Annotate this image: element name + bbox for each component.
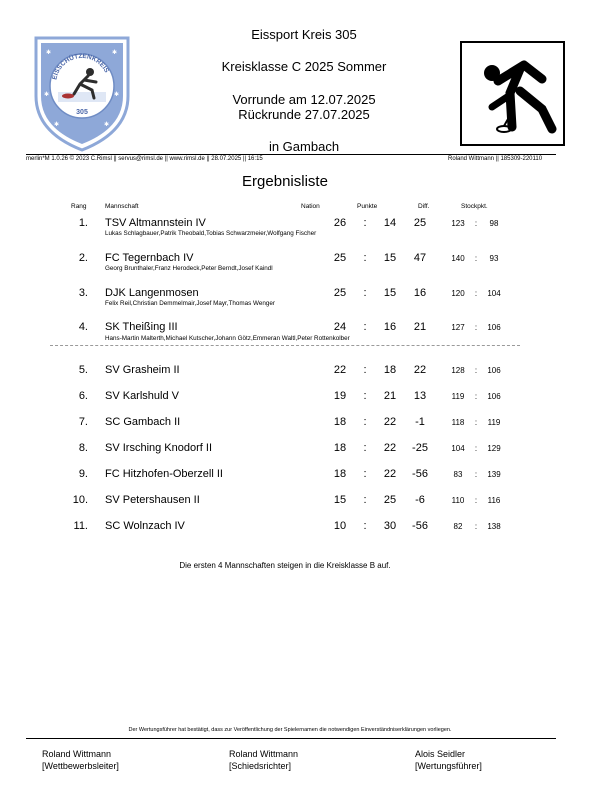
signature-role: [Wettbewerbsleiter] <box>42 761 119 771</box>
row-members: Georg Brunthaler,Franz Herodeck,Peter Berndt,Josef Kaindl <box>105 265 273 272</box>
promotion-divider <box>50 345 520 346</box>
row-stock: 110 : 116 <box>451 496 501 505</box>
row-stock: 123 : 98 <box>451 219 499 228</box>
row-points: 18 : 22 <box>333 416 397 428</box>
league-title: Kreisklasse C 2025 Sommer <box>221 59 387 74</box>
col-rank: Rang <box>71 203 87 210</box>
row-diff: 16 <box>413 287 427 299</box>
signature-role: [Wertungsführer] <box>415 761 482 771</box>
col-points: Punkte <box>357 203 378 210</box>
row-stock: 140 : 93 <box>451 254 499 263</box>
signature-referee <box>229 748 298 772</box>
row-team: FC Hitzhofen-Oberzell II <box>105 468 223 480</box>
org-title: Eissport Kreis 305 <box>251 27 357 42</box>
second-round-date: Rückrunde 27.07.2025 <box>238 107 370 122</box>
col-nation: Nation <box>301 203 320 210</box>
row-diff: -56 <box>412 468 428 480</box>
col-team: Mannschaft <box>105 203 139 210</box>
row-stock: 104 : 129 <box>451 444 501 453</box>
row-diff: -1 <box>415 416 425 428</box>
row-points: 25 : 15 <box>333 252 397 264</box>
signature-role: [Schiedsrichter] <box>229 761 292 771</box>
svg-text:✱: ✱ <box>112 50 118 56</box>
row-rank: 7. <box>78 416 88 428</box>
signature-name: Alois Seidler <box>415 749 466 759</box>
row-rank: 3. <box>78 287 88 299</box>
row-members: Felix Reil,Christian Demmelmair,Josef Mayr,Thomas Wenger <box>105 300 275 307</box>
row-stock: 82 : 138 <box>453 522 501 531</box>
col-diff: Diff. <box>418 203 430 210</box>
logo-number: 305 <box>76 109 88 116</box>
row-diff: 21 <box>413 321 427 333</box>
row-team: SK Theißing III <box>105 321 178 333</box>
row-rank: 10. <box>72 494 88 506</box>
logo-ring-text: EISSCHÜTZENKREIS <box>51 52 111 81</box>
row-rank: 11. <box>73 520 88 532</box>
footer-rule <box>26 738 556 739</box>
row-team: FC Tegernbach IV <box>105 252 194 264</box>
row-stock: 128 : 106 <box>451 366 501 375</box>
row-stock: 83 : 139 <box>453 470 501 479</box>
signature-name: Roland Wittmann <box>42 749 112 759</box>
venue: in Gambach <box>268 139 340 154</box>
first-round-date: Vorrunde am 12.07.2025 <box>232 92 376 107</box>
signature-scorekeeper <box>415 748 482 772</box>
row-stock: 118 : 119 <box>451 418 501 427</box>
row-team: DJK Langenmosen <box>105 287 199 299</box>
signature-competition-lead <box>42 748 119 772</box>
row-stock: 127 : 106 <box>451 323 501 332</box>
row-team: SC Wolnzach IV <box>105 520 185 532</box>
software-info: merlin*M 1.0.26 © 2023 C.Rimsl || servus@rimsl.de || www.rimsl.de || 28.07.2025 || 16:15 <box>26 156 263 162</box>
row-points: 10 : 30 <box>333 520 397 532</box>
signature-name: Roland Wittmann <box>229 749 299 759</box>
row-team: TSV Altmannstein IV <box>105 217 206 229</box>
row-points: 25 : 15 <box>333 287 397 299</box>
row-rank: 8. <box>78 442 88 454</box>
row-points: 18 : 22 <box>333 442 397 454</box>
row-team: SV Irsching Knodorf II <box>105 442 212 454</box>
row-diff: -56 <box>412 520 428 532</box>
results-title: Ergebnisliste <box>242 173 328 190</box>
header-rule <box>26 154 556 155</box>
svg-text:✱: ✱ <box>46 50 52 56</box>
row-diff: 13 <box>413 390 427 402</box>
row-team: SV Grasheim II <box>105 364 180 376</box>
row-diff: 22 <box>413 364 427 376</box>
curler-pictogram-icon <box>460 41 565 146</box>
row-members: Lukas Schlagbauer,Patrik Theobald,Tobias Schwarzmeier,Wolfgang Fischer <box>105 230 317 237</box>
row-diff: 25 <box>413 217 427 229</box>
row-rank: 5. <box>78 364 88 376</box>
svg-text:✱: ✱ <box>54 122 60 128</box>
row-diff: -25 <box>412 442 428 454</box>
svg-text:✱: ✱ <box>114 92 120 98</box>
row-rank: 4. <box>78 321 88 333</box>
row-stock: 120 : 104 <box>451 289 501 298</box>
row-points: 18 : 22 <box>333 468 397 480</box>
svg-text:✱: ✱ <box>44 92 50 98</box>
row-rank: 2. <box>78 252 88 264</box>
row-diff: 47 <box>413 252 427 264</box>
row-stock: 119 : 106 <box>451 392 501 401</box>
row-points: 24 : 16 <box>333 321 397 333</box>
row-members: Hans-Martin Malterth,Michael Kutscher,Johann Götz,Emmeran Waltl,Peter Rottenkolber <box>105 335 350 342</box>
row-diff: -6 <box>415 494 425 506</box>
col-stock: Stockpkt. <box>461 203 488 210</box>
row-rank: 6. <box>78 390 88 402</box>
privacy-disclaimer: Der Wertungsführer hat bestätigt, dass zur Veröffentlichung der Spielernamen die notwendigen Einverständniserklärungen vorliegen. <box>128 727 452 733</box>
row-points: 26 : 14 <box>333 217 397 229</box>
row-points: 22 : 18 <box>333 364 397 376</box>
row-team: SV Petershausen II <box>105 494 200 506</box>
row-points: 15 : 25 <box>333 494 397 506</box>
promotion-note: Die ersten 4 Mannschaften steigen in die Kreisklasse B auf. <box>179 561 391 570</box>
row-points: 19 : 21 <box>333 390 397 402</box>
svg-text:✱: ✱ <box>104 122 110 128</box>
operator-info: Roland Wittmann || 185309-220110 <box>448 156 543 162</box>
row-team: SV Karlshuld V <box>105 390 179 402</box>
row-rank: 9. <box>78 468 88 480</box>
row-team: SC Gambach II <box>105 416 181 428</box>
row-rank: 1. <box>78 217 88 229</box>
